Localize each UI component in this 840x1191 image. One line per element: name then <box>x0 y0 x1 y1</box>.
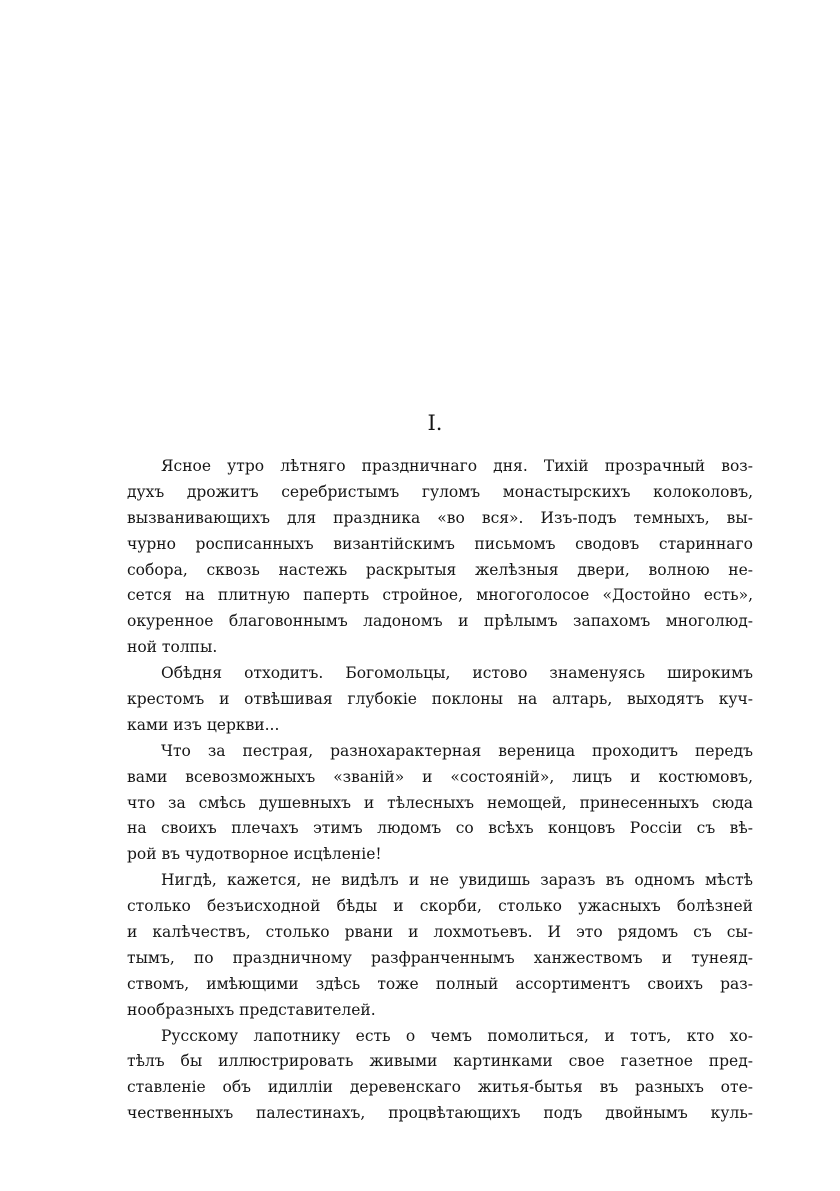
text-line: столько безъисходной бѣды и скорби, столько ужасныхъ болѣзней <box>127 897 753 916</box>
text-line: сется на плитную паперть стройное, многоголосое «Достойно есть», <box>127 586 753 605</box>
text-line: вами всевозможныхъ «званій» и «состояній», лицъ и костюмовъ, <box>127 767 753 786</box>
text-line: собора, сквозь настежь раскрытыя желѣзныя двери, волною не- <box>127 560 753 579</box>
text-line: крестомъ и отвѣшивая глубокіе поклоны на алтарь, выходятъ куч- <box>127 690 753 709</box>
text-line: вызванивающихъ для праздника «во вся». Изъ-подъ темныхъ, вы- <box>127 508 753 527</box>
text-line: окуренное благовоннымъ ладономъ и прѣлымъ запахомъ многолюд- <box>127 612 753 631</box>
paragraph-1 <box>127 454 753 661</box>
text-line: нообразныхъ представителей. <box>127 1000 376 1019</box>
text-line: Русскому лапотнику есть о чемъ помолиться, и тотъ, кто хо- <box>161 1026 753 1045</box>
text-line: и калѣчествъ, столько рвани и лохмотьевъ. И это рядомъ съ сы- <box>127 923 753 942</box>
text-line: духъ дрожитъ серебристымъ гуломъ монастырскихъ колоколовъ, <box>127 482 753 501</box>
text-line: чурно росписанныхъ византійскимъ письмомъ сводовъ стариннаго <box>127 534 753 553</box>
text-block <box>127 454 753 1127</box>
text-line: Нигдѣ, кажется, не видѣлъ и не увидишь заразъ въ одномъ мѣстѣ <box>161 871 753 890</box>
paragraph-3 <box>127 739 753 868</box>
text-line: тымъ, по праздничному разфранченнымъ ханжествомъ и тунеяд- <box>127 948 753 967</box>
chapter-number: I. <box>427 411 443 435</box>
text-line: чественныхъ палестинахъ, процвѣтающихъ подъ двойнымъ куль- <box>127 1104 753 1123</box>
text-line: ствомъ, имѣющими здѣсь тоже полный ассортиментъ своихъ раз- <box>127 974 753 993</box>
text-line: что за смѣсь душевныхъ и тѣлесныхъ немощей, принесенныхъ сюда <box>127 793 753 812</box>
paragraph-4 <box>127 868 753 1023</box>
text-line: ками изъ церкви... <box>127 715 280 734</box>
paragraph-5 <box>127 1024 753 1128</box>
text-line: Обѣдня отходитъ. Богомольцы, истово знаменуясь широкимъ <box>161 664 753 683</box>
text-line: на своихъ плечахъ этимъ людомъ со всѣхъ концовъ Россіи съ вѣ- <box>127 819 753 838</box>
paragraph-2 <box>127 661 753 739</box>
text-line: ной толпы. <box>127 638 218 657</box>
text-line: Что за пестрая, разнохарактерная вереница проходитъ передъ <box>161 741 753 760</box>
text-line: рой въ чудотворное исцѣленіе! <box>127 845 382 864</box>
text-line: Ясное утро лѣтняго праздничнаго дня. Тихій прозрачный воз- <box>161 457 753 475</box>
text-line: тѣлъ бы иллюстрировать живыми картинками свое газетное пред- <box>127 1052 753 1071</box>
text-line: ставленіе объ идилліи деревенскаго житья-бытья въ разныхъ оте- <box>127 1078 753 1097</box>
